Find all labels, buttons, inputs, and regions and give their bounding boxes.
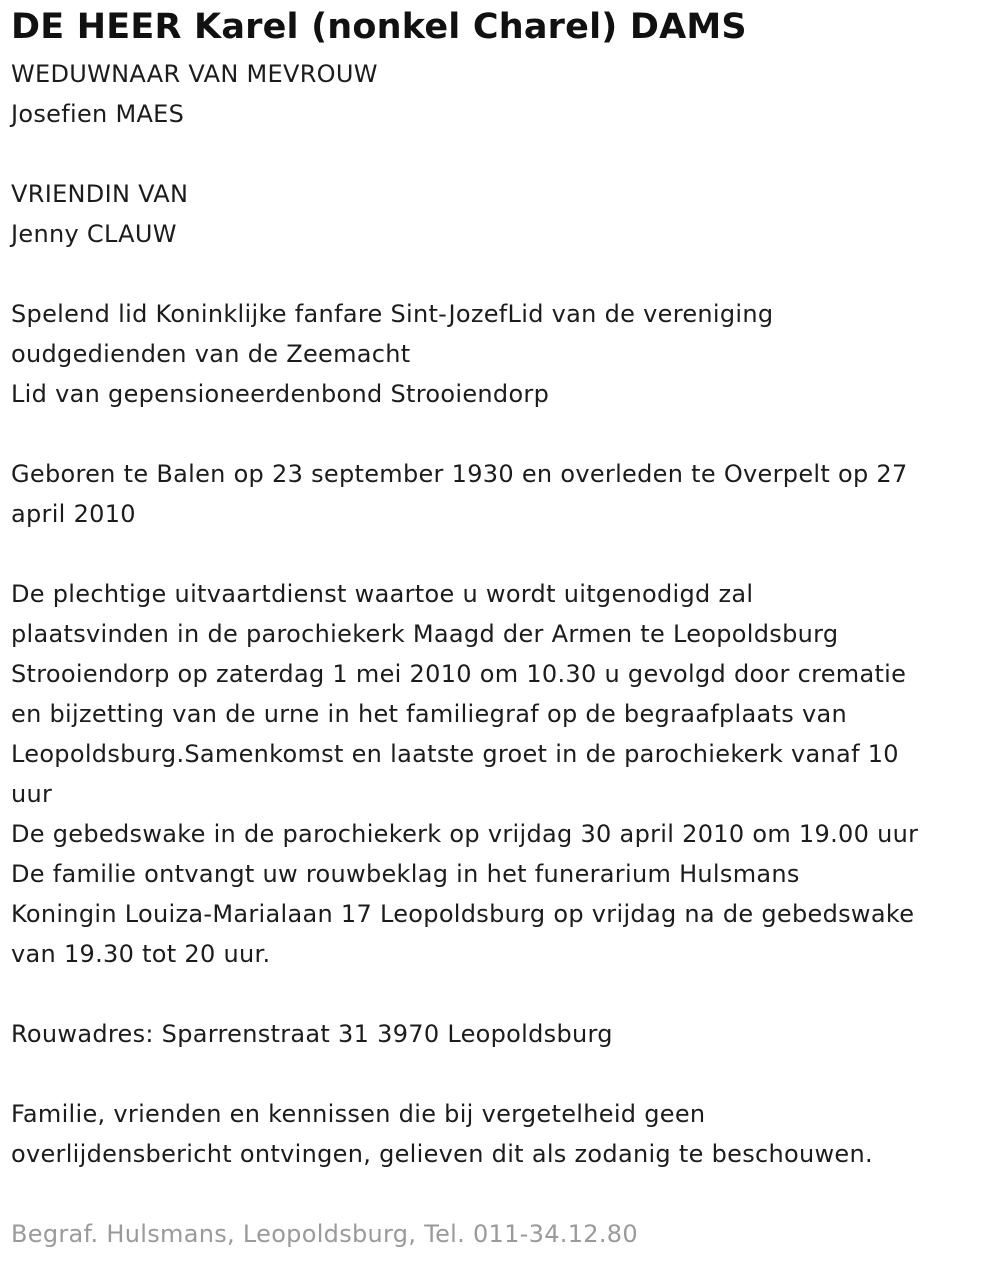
deceased-name-title: DE HEER Karel (nonkel Charel) DAMS <box>11 7 747 47</box>
spacer <box>11 974 990 1014</box>
vigil-line: De gebedswake in de parochiekerk op vrijdag 30 april 2010 om 19.00 uur <box>11 820 919 848</box>
service-line: plaatsvinden in de parochiekerk Maagd der Armen te Leopoldsburg <box>11 620 839 648</box>
spacer <box>11 134 990 174</box>
spacer <box>11 1054 990 1094</box>
widow-name: Josefien MAES <box>11 100 185 128</box>
membership-line: Lid van gepensioneerdenbond Strooiendorp <box>11 380 550 408</box>
membership-line: oudgedienden van de Zeemacht <box>11 340 411 368</box>
notice-body <box>11 54 990 1254</box>
service-line: De plechtige uitvaartdienst waartoe u wordt uitgenodigd zal <box>11 580 754 608</box>
birth-death-line: april 2010 <box>11 500 136 528</box>
notice-line: Familie, vrienden en kennissen die bij vergetelheid geen <box>11 1100 706 1128</box>
spacer <box>11 254 990 294</box>
condolence-line: De familie ontvangt uw rouwbeklag in het funerarium Hulsmans <box>11 860 800 888</box>
birth-death-line: Geboren te Balen op 23 september 1930 en overleden te Overpelt op 27 <box>11 460 908 488</box>
mourning-address: Rouwadres: Sparrenstraat 31 3970 Leopoldsburg <box>11 1020 613 1048</box>
service-line: Leopoldsburg.Samenkomst en laatste groet in de parochiekerk vanaf 10 <box>11 740 899 768</box>
service-line: Strooiendorp op zaterdag 1 mei 2010 om 10.30 u gevolgd door crematie <box>11 660 907 688</box>
condolence-line: van 19.30 tot 20 uur. <box>11 940 271 968</box>
service-line: en bijzetting van de urne in het familiegraf op de begraafplaats van <box>11 700 847 728</box>
widow-label: WEDUWNAAR VAN MEVROUW <box>11 60 378 88</box>
membership-line: Spelend lid Koninklijke fanfare Sint-JozefLid van de vereniging <box>11 300 774 328</box>
service-line: uur <box>11 780 53 808</box>
spacer <box>11 1174 990 1214</box>
friend-name: Jenny CLAUW <box>11 220 177 248</box>
condolence-line: Koningin Louiza-Marialaan 17 Leopoldsburg op vrijdag na de gebedswake <box>11 900 915 928</box>
notice-line: overlijdensbericht ontvingen, gelieven dit als zodanig te beschouwen. <box>11 1140 873 1168</box>
funeral-home-footer: Begraf. Hulsmans, Leopoldsburg, Tel. 011-34.12.80 <box>11 1220 638 1248</box>
spacer <box>11 414 990 454</box>
spacer <box>11 534 990 574</box>
friend-label: VRIENDIN VAN <box>11 180 189 208</box>
